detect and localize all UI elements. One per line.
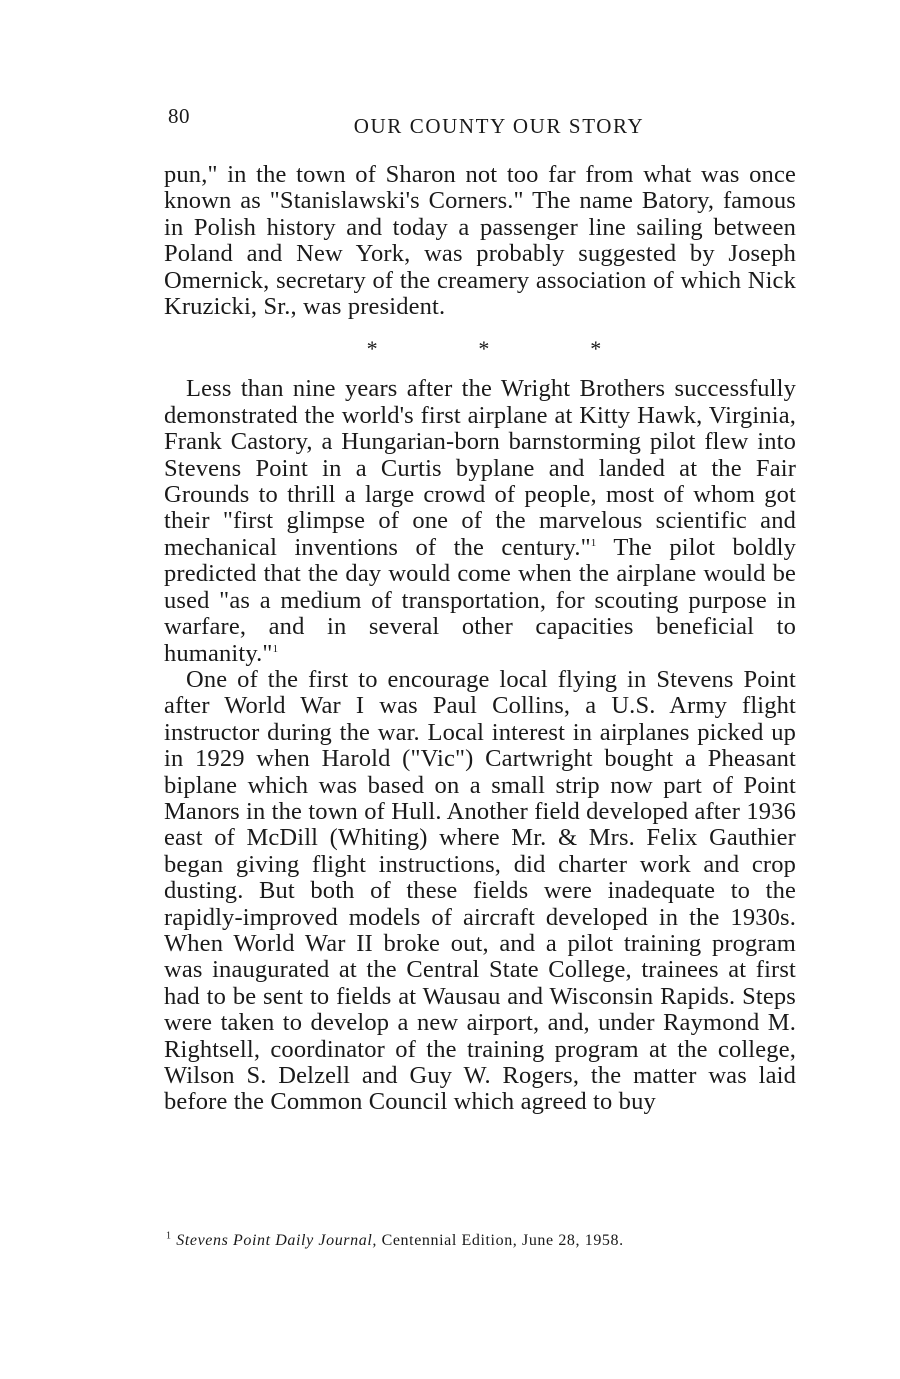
running-head: OUR COUNTY OUR STORY: [353, 114, 645, 138]
footnote-reference: 1: [272, 642, 279, 655]
paragraph-continued: pun," in the town of Sharon not too far from what was once known as "Stanislawski's Corners." The name Batory, famous in Polish history and today a passenger line sailing between Poland and New York, was probably suggested by Joseph Omernick, secretary of the creamery association of which Nick Kruzicki, Sr., was president.: [164, 161, 796, 321]
footnote-details: Centennial Edition, June 28, 1958.: [376, 1232, 624, 1249]
footnote-number: 1: [166, 1230, 172, 1242]
page-number: 80: [168, 104, 190, 128]
footnote-reference: 1: [590, 536, 597, 549]
section-separator: * * *: [366, 336, 602, 362]
paragraph-airplane-history: [164, 376, 796, 666]
page-header: [168, 104, 800, 140]
paragraph-local-flying: One of the first to encourage local flying in Stevens Point after World War I was Paul Collins, a U.S. Army flight instructor during the war. Local interest in airplanes picked up in 1929 when Harold ("Vic") Cartwright bought a Pheasant biplane which was based on a small strip now part of Point Manors in the town of Hull. Another field developed after 1936 east of McDill (Whiting) where Mr. & Mrs. Felix Gauthier began giving flight instructions, did charter work and crop dusting. But both of these fields were inadequate to the rapidly-improved models of aircraft developed in the 1930s. When World War II broke out, and a pilot training program was inaugurated at the Central State College, trainees at first had to be sent to fields at Wausau and Wisconsin Rapids. Steps were taken to develop a new airport, and, under Raymond M. Rightsell, coordinator of the training program at the college, Wilson S. Delzell and Guy W. Rogers, the matter was laid before the Common Council which agreed to buy: [164, 665, 796, 1116]
paragraph-text: The pilot boldly predicted that the day would come when the airplane would be used "as a medium of transportation, for scouting purpose in warfare, and in several other capacities beneficial to humanity.": [164, 533, 796, 667]
paragraph-text: Less than nine years after the Wright Brothers successfully demonstrated the world's first airplane at Kitty Hawk, Virginia, Frank Castory, a Hungarian-born barnstorming pilot flew into Stevens Point in a Curtis byplane and landed at the Fair Grounds to thrill a large crowd of people, most of whom got their "first glimpse of one of the marvelous scientific and mechanical inventions of the century.": [164, 375, 796, 561]
footnote: [166, 1232, 798, 1250]
body-text: [164, 162, 796, 1116]
footnote-source: Stevens Point Daily Journal,: [176, 1232, 377, 1249]
